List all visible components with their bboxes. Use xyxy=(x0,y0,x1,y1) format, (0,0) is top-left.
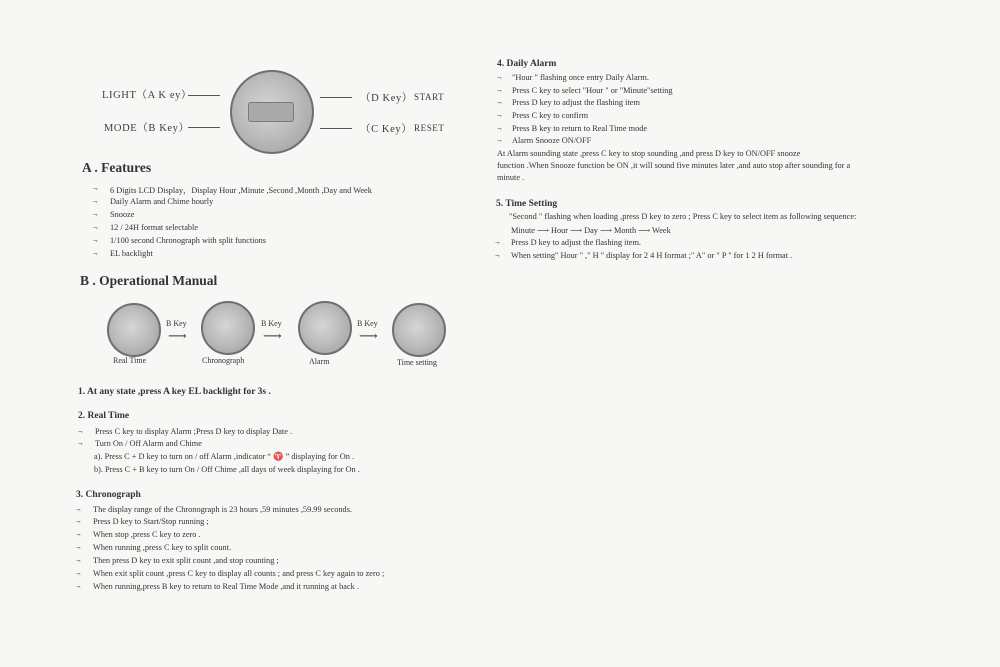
bullet-icon: ¬ xyxy=(497,111,502,120)
mode-caption: Real Time xyxy=(113,356,147,365)
mode-caption: Chronograph xyxy=(202,356,245,365)
features-title: A . Features xyxy=(82,160,152,175)
sequence-item: Hour xyxy=(551,226,569,235)
chronograph-item: When stop ,press C key to zero . xyxy=(93,530,201,539)
watch-lcd xyxy=(248,102,294,122)
alarm-item: "Hour " flashing once entry Daily Alarm. xyxy=(512,73,649,82)
sequence-item: Minute xyxy=(511,226,535,235)
bullet-icon: ¬ xyxy=(76,556,81,565)
sequence-item: Week xyxy=(652,226,671,235)
bullet-icon: ¬ xyxy=(76,543,81,552)
bullet-icon: ¬ xyxy=(495,251,500,260)
alarm-item: Alarm Snooze ON/OFF xyxy=(512,136,592,145)
section-5-title: 5. Time Setting xyxy=(496,199,558,209)
bullet-icon: ¬ xyxy=(93,236,98,245)
bullet-icon: ¬ xyxy=(76,505,81,514)
bullet-icon: ¬ xyxy=(93,184,98,193)
start-label: START xyxy=(414,92,445,102)
section-2-title: 2. Real Time xyxy=(78,411,130,421)
b-key-label: B Key xyxy=(261,319,282,328)
d-key-line xyxy=(320,97,352,98)
light-key-label: LIGHT（A K ey） xyxy=(102,90,193,101)
section-3-title: 3. Chronograph xyxy=(76,490,141,500)
chronograph-item: When running,press B key to return to Real Time Mode ,and it running at back . xyxy=(93,582,359,591)
arrow-right-icon: ⟶ xyxy=(263,328,282,343)
feature-item: 6 Digits LCD Display，Display Hour ,Minute ,Second ,Month ,Day and Week xyxy=(110,186,372,195)
alarm-item: Press C key to confirm xyxy=(512,111,589,120)
section-1-title: 1. At any state ,press A key EL backlight for 3s . xyxy=(78,387,271,397)
b-key-label: B Key xyxy=(357,319,378,328)
real-time-item: Turn On / Off Alarm and Chime xyxy=(95,439,202,448)
light-key-line xyxy=(188,95,220,96)
alarm-item: Press D key to adjust the flashing item xyxy=(512,98,640,107)
bullet-icon: ¬ xyxy=(78,427,83,436)
bullet-icon: ¬ xyxy=(497,124,502,133)
bullet-icon: ¬ xyxy=(93,249,98,258)
watch-face xyxy=(230,70,314,154)
bullet-icon: ¬ xyxy=(93,210,98,219)
c-key-label: （C Key） xyxy=(360,124,413,135)
bullet-icon: ¬ xyxy=(497,98,502,107)
time-setting-item: Press D key to adjust the flashing item. xyxy=(511,238,641,247)
mode-dial-chronograph xyxy=(201,301,255,355)
alarm-item: Press C key to select "Hour " or "Minute"setting xyxy=(512,86,673,95)
chronograph-item: Press D key to Start/Stop running ; xyxy=(93,517,209,526)
d-key-label: （D Key） xyxy=(360,93,413,104)
sequence-row xyxy=(511,225,671,235)
chronograph-item: Then press D key to exit split count ,and stop counting ; xyxy=(93,556,279,565)
mode-caption: Alarm xyxy=(309,357,330,366)
chronograph-item: When running ,press C key to split count. xyxy=(93,543,232,552)
mode-dial-real-time xyxy=(107,303,161,357)
bullet-icon: ¬ xyxy=(497,86,502,95)
real-time-sub-b: b). Press C + B key to turn On / Off Chime ,all days of week displaying for On . xyxy=(94,465,360,474)
arrow-right-icon: ⟶ xyxy=(600,226,614,235)
arrow-right-icon: ⟶ xyxy=(638,226,653,235)
time-setting-item: When setting" Hour " ," H " display for 2 4 H format ;" A" or " P " for 1 2 H format . xyxy=(511,251,793,260)
real-time-item: Press C key to display Alarm ;Press D key to display Date . xyxy=(95,427,293,436)
feature-item: 12 / 24H format selectable xyxy=(110,223,199,232)
feature-item: Snooze xyxy=(110,210,135,219)
bullet-icon: ¬ xyxy=(76,569,81,578)
mode-key-label: MODE（B Key） xyxy=(104,123,190,134)
bullet-icon: ¬ xyxy=(93,223,98,232)
sequence-item: Day xyxy=(584,226,598,235)
bullet-icon: ¬ xyxy=(76,517,81,526)
c-key-line xyxy=(320,128,352,129)
bullet-icon: ¬ xyxy=(76,530,81,539)
mode-key-line xyxy=(188,127,220,128)
bullet-icon: ¬ xyxy=(497,73,502,82)
operational-title: B . Operational Manual xyxy=(80,273,218,288)
real-time-sub-a: a). Press C + D key to turn on / off Alarm ,indicator “ ♈ ” displaying for On . xyxy=(94,452,355,461)
bullet-icon: ¬ xyxy=(495,238,500,247)
time-setting-intro: "Second " flashing when loading ,press D key to zero ; Press C key to select item as following sequence: xyxy=(509,212,857,221)
chronograph-item: The display range of the Chronograph is 23 hours ,59 minutes ,59.99 seconds. xyxy=(93,505,353,514)
alarm-paragraph-line: function .When Snooze function be ON ,it will sound five minutes later ,and auto stop after sounding for a xyxy=(497,161,851,170)
section-4-title: 4. Daily Alarm xyxy=(497,59,557,69)
mode-dial-time-setting xyxy=(392,303,446,357)
feature-item: EL backlight xyxy=(110,249,153,258)
bullet-icon: ¬ xyxy=(76,582,81,591)
sequence-item: Month xyxy=(614,226,637,235)
alarm-paragraph-line: minute . xyxy=(497,173,525,182)
arrow-right-icon: ⟶ xyxy=(537,226,552,235)
mode-caption: Time setting xyxy=(397,358,437,367)
b-key-label: B Key xyxy=(166,319,187,328)
mode-dial-alarm xyxy=(298,301,352,355)
alarm-paragraph-line: At Alarm sounding state ,press C key to stop sounding ,and press D key to ON/OFF snooze xyxy=(497,149,801,158)
arrow-right-icon: ⟶ xyxy=(359,328,378,343)
feature-item: 1/100 second Chronograph with split functions xyxy=(110,236,267,245)
reset-label: RESET xyxy=(414,123,445,133)
bullet-icon: ¬ xyxy=(78,439,83,448)
feature-item: Daily Alarm and Chime hourly xyxy=(110,197,214,206)
arrow-right-icon: ⟶ xyxy=(570,226,585,235)
bullet-icon: ¬ xyxy=(93,197,98,206)
alarm-item: Press B key to return to Real Time mode xyxy=(512,124,648,133)
arrow-right-icon: ⟶ xyxy=(168,328,187,343)
bullet-icon: ¬ xyxy=(497,136,502,145)
chronograph-item: When exit split count ,press C key to display all counts ; and press C key again to zero ; xyxy=(93,569,385,578)
